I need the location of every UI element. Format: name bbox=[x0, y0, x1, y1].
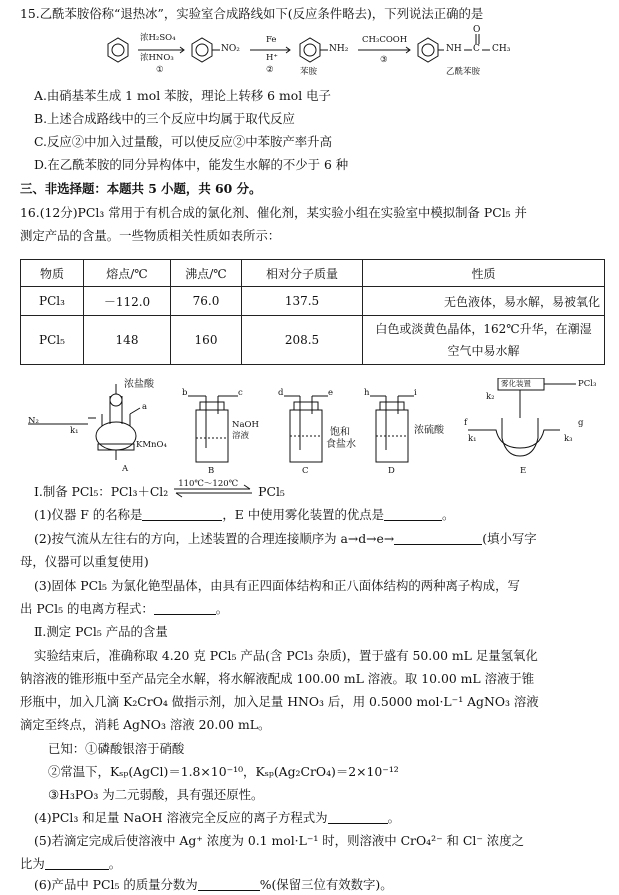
benzene-ring-4 bbox=[418, 38, 438, 62]
procedure-line4: 滴定至终点，消耗 AgNO₃ 溶液 20.00 mL。 bbox=[20, 717, 271, 732]
part1-equation: Ⅰ.制备 PCl₅：PCl₃＋Cl₂ bbox=[34, 484, 169, 499]
step1-number: ① bbox=[156, 65, 164, 75]
period: 。 bbox=[108, 856, 122, 871]
step2-reagent-bottom: H⁺ bbox=[266, 53, 278, 63]
procedure-line3: 形瓶中，加入几滴 K₂CrO₄ 做指示剂，加入足量 HNO₃ 后，用 0.5000 mol·L⁻¹ AgNO₃ 溶液 bbox=[20, 694, 539, 709]
amino-group: NH₂ bbox=[329, 44, 349, 54]
s2-text-b: (填小写字 bbox=[482, 531, 537, 546]
k2-label: k₂ bbox=[486, 392, 495, 402]
step2-number: ② bbox=[266, 65, 274, 75]
s1-text-a: (1)仪器 F 的名称是 bbox=[34, 507, 143, 522]
equilibrium-arrow-icon bbox=[172, 484, 254, 498]
carbonyl-oxygen: O bbox=[473, 25, 481, 35]
table-cell: 无色液体，易水解，易被氧化 bbox=[363, 287, 605, 316]
port-b-label: b bbox=[182, 388, 188, 398]
apparatus-d bbox=[370, 396, 414, 462]
table-cell-line2: 空气中易水解 bbox=[447, 344, 520, 358]
s2-text-a: (2)按气流从左往右的方向，上述装置的合理连接顺序为 a→d→e→ bbox=[34, 531, 395, 546]
port-a-label: a bbox=[142, 402, 148, 412]
part2-title: Ⅱ.测定 PCl₅ 产品的含量 bbox=[34, 624, 168, 639]
step2-reagent-top: Fe bbox=[266, 35, 277, 45]
table-cell: 148 bbox=[84, 316, 171, 365]
sub-question-2 bbox=[34, 531, 605, 547]
naoh-solution-label: 溶液 bbox=[232, 431, 250, 441]
k1-label: k₁ bbox=[70, 426, 79, 436]
s4-text: (4)PCl₃ 和足量 NaOH 溶液完全反应的离子方程式为 bbox=[34, 810, 328, 825]
table-cell: PCl₅ bbox=[21, 316, 84, 365]
step3-reagent: CH₃COOH bbox=[362, 35, 408, 45]
nh-group: NH bbox=[446, 44, 462, 54]
q16-intro-line2: 测定产品的含量。一些物质相关性质如表所示： bbox=[20, 228, 281, 243]
port-i-label: i bbox=[414, 388, 417, 398]
table-cell: 137.5 bbox=[242, 287, 363, 316]
apparatus-d-label: D bbox=[388, 466, 395, 476]
s2-continued: 母，仪器可以重复使用) bbox=[20, 554, 149, 569]
known-2: ②常温下，Kₛₚ(AgCl)＝1.8×10⁻¹⁰，Kₛₚ(Ag₂CrO₄)＝2×10⁻¹² bbox=[48, 764, 399, 779]
s6-text-a: (6)产品中 PCl₅ 的质量分数为 bbox=[34, 877, 198, 892]
k1-e-label: k₁ bbox=[468, 434, 477, 444]
reaction-arrow bbox=[172, 479, 254, 498]
kmno4-label: KMnO₄ bbox=[136, 440, 167, 450]
reaction-condition: 110℃～120℃ bbox=[178, 479, 239, 489]
section-heading: 三、非选择题：本题共 5 小题，共 60 分。 bbox=[20, 181, 262, 196]
table-row bbox=[21, 287, 605, 316]
table-header-cell: 熔点/℃ bbox=[84, 260, 171, 287]
apparatus-c-label: C bbox=[302, 466, 309, 476]
port-e-label: e bbox=[328, 388, 334, 398]
procedure-line2: 钠溶液的锥形瓶中至产品完全水解，将水解液配成 100.00 mL 溶液。取 10.00 mL 溶液于锥 bbox=[20, 671, 535, 686]
answer-blank[interactable] bbox=[384, 508, 442, 521]
aniline-label: 苯胺 bbox=[300, 67, 318, 77]
saturated-label: 饱和 bbox=[330, 427, 350, 438]
apparatus-c bbox=[284, 396, 328, 462]
known-1: 已知：①磷酸银溶于硝酸 bbox=[48, 741, 185, 756]
atomizer-label: 雾化装置 bbox=[501, 379, 531, 388]
sub-question-6 bbox=[34, 877, 605, 893]
port-f-label: f bbox=[464, 418, 468, 428]
table-cell: 76.0 bbox=[171, 287, 242, 316]
table-header-cell: 相对分子质量 bbox=[242, 260, 363, 287]
sub-question-5-line2 bbox=[20, 856, 605, 872]
benzene-ring-3 bbox=[300, 38, 320, 62]
step1-reagent-top: 浓H₂SO₄ bbox=[140, 33, 176, 43]
apparatus-b bbox=[188, 396, 238, 462]
table-header-cell: 性质 bbox=[363, 260, 605, 287]
answer-blank[interactable] bbox=[198, 878, 260, 891]
port-h-label: h bbox=[364, 388, 370, 398]
period: 。 bbox=[442, 507, 455, 522]
answer-blank[interactable] bbox=[394, 532, 482, 545]
table-header-row bbox=[21, 260, 605, 287]
q15-stem: 15.乙酰苯胺俗称“退热冰”，实验室合成路线如下(反应条件略去)，下列说法正确的是 bbox=[20, 6, 484, 21]
sub-question-3-line2 bbox=[20, 601, 605, 617]
table-cell-line1: 白色或淡黄色晶体，162℃升华，在潮湿 bbox=[375, 322, 592, 336]
table-cell bbox=[363, 316, 605, 365]
procedure-line1: 实验结束后，准确称取 4.20 克 PCl₅ 产品(含 PCl₃ 杂质)，置于盛有 50.00 mL 足量氢氧化 bbox=[34, 648, 538, 663]
apparatus-b-label: B bbox=[208, 466, 215, 476]
period: 。 bbox=[215, 601, 229, 616]
sub-question-5: (5)若滴定完成后使溶液中 Ag⁺ 浓度为 0.1 mol·L⁻¹ 时，则溶液中 CrO₄²⁻ 和 Cl⁻ 浓度之 bbox=[34, 833, 524, 848]
period: 。 bbox=[387, 810, 400, 825]
q15-option-a: A.由硝基苯生成 1 mol 苯胺，理论上转移 6 mol 电子 bbox=[34, 88, 331, 103]
s6-text-b: %(保留三位有效数字)。 bbox=[259, 877, 393, 892]
port-c-label: c bbox=[238, 388, 243, 398]
nitro-group: NO₂ bbox=[221, 44, 240, 54]
apparatus-diagram bbox=[28, 378, 608, 478]
part1-title bbox=[34, 479, 605, 500]
apparatus-e-label: E bbox=[520, 466, 527, 476]
s3-text-b: 出 PCl₅ 的电离方程式： bbox=[20, 601, 154, 616]
table-cell: 208.5 bbox=[242, 316, 363, 365]
apparatus-a bbox=[28, 384, 140, 460]
conc-hcl-label: 浓盐酸 bbox=[124, 379, 154, 390]
benzene-ring-1 bbox=[108, 38, 128, 62]
answer-blank[interactable] bbox=[45, 857, 109, 870]
step3-number: ③ bbox=[380, 55, 388, 65]
n2-label: N₂ bbox=[28, 416, 39, 426]
carbonyl-carbon: C bbox=[473, 44, 480, 54]
q15-option-d: D.在乙酰苯胺的同分异构体中，能发生水解的不少于 6 种 bbox=[34, 157, 349, 172]
sub-question-3: (3)固体 PCl₅ 为氯化铯型晶体，由具有正四面体结构和正八面体结构的两种离子构成，写 bbox=[34, 578, 520, 593]
answer-blank[interactable] bbox=[154, 602, 216, 615]
table-header-cell: 沸点/℃ bbox=[171, 260, 242, 287]
table-cell: PCl₃ bbox=[21, 287, 84, 316]
q16-intro-line1: 16.(12分)PCl₃ 常用于有机合成的氯化剂、催化剂，某实验小组在实验室中模拟制备 PCl₅ 并 bbox=[20, 205, 527, 220]
synthesis-scheme bbox=[100, 26, 570, 88]
conc-h2so4-label: 浓硫酸 bbox=[414, 425, 444, 436]
sub-question-1 bbox=[34, 507, 605, 523]
naoh-label: NaOH bbox=[232, 420, 259, 430]
port-g-label: g bbox=[578, 418, 584, 428]
acetanilide-label: 乙酰苯胺 bbox=[446, 67, 481, 77]
known-3: ③H₃PO₃ 为二元弱酸，具有强还原性。 bbox=[48, 787, 264, 802]
sub-question-4 bbox=[34, 810, 605, 826]
apparatus-a-label: A bbox=[122, 464, 129, 474]
answer-blank[interactable] bbox=[142, 508, 222, 521]
table-row bbox=[21, 316, 605, 365]
properties-table bbox=[20, 259, 605, 365]
methyl-group: CH₃ bbox=[492, 44, 511, 54]
brine-label: 食盐水 bbox=[326, 439, 356, 450]
benzene-ring-2 bbox=[192, 38, 212, 62]
s5-text-b: 比为 bbox=[20, 856, 45, 871]
s1-text-b: ，E 中使用雾化装置的优点是 bbox=[222, 507, 385, 522]
port-d-label: d bbox=[278, 388, 284, 398]
k3-label: k₃ bbox=[564, 434, 573, 444]
q15-option-b: B.上述合成路线中的三个反应中均属于取代反应 bbox=[34, 111, 295, 126]
q15-option-c: C.反应②中加入过量酸，可以使反应②中苯胺产率升高 bbox=[34, 134, 332, 149]
table-header-cell: 物质 bbox=[21, 260, 84, 287]
table-cell: －112.0 bbox=[84, 287, 171, 316]
answer-blank[interactable] bbox=[328, 811, 388, 824]
step1-reagent-bottom: 浓HNO₃ bbox=[140, 53, 174, 63]
pcl3-inlet-label: PCl₃ bbox=[578, 379, 597, 389]
apparatus-e bbox=[468, 378, 576, 456]
part1-product: PCl₅ bbox=[258, 484, 285, 499]
table-cell: 160 bbox=[171, 316, 242, 365]
